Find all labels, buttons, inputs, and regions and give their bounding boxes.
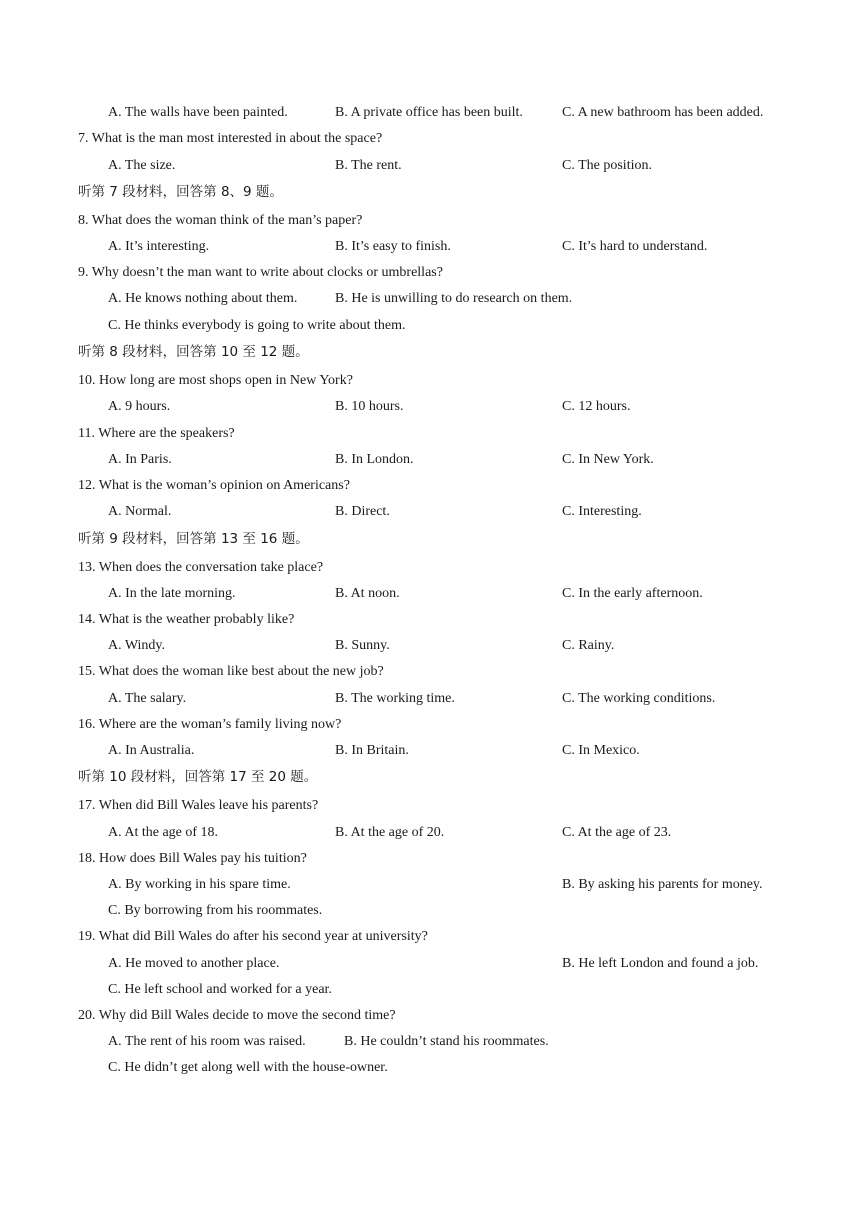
q17-option-a: A. At the age of 18. — [108, 825, 219, 840]
q10-option-c: C. 12 hours. — [562, 399, 631, 414]
section-heading-7: 听第 7 段材料，回答第 8、9 题。 — [78, 184, 283, 200]
q17-option-b: B. At the age of 20. — [335, 825, 445, 840]
q8-option-b: B. It’s easy to finish. — [335, 239, 451, 254]
q12-option-a: A. Normal. — [108, 504, 172, 519]
q8-option-a: A. It’s interesting. — [108, 239, 210, 254]
q16-option-c: C. In Mexico. — [562, 743, 640, 758]
q6-option-c: C. A new bathroom has been added. — [562, 105, 764, 120]
q15-option-a: A. The salary. — [108, 691, 187, 706]
question-17: 17. When did Bill Wales leave his parents? — [78, 798, 319, 813]
q10-option-a: A. 9 hours. — [108, 399, 171, 414]
q10-option-b: B. 10 hours. — [335, 399, 404, 414]
q19-option-b: B. He left London and found a job. — [562, 956, 759, 971]
q15-option-c: C. The working conditions. — [562, 691, 716, 706]
question-8: 8. What does the woman think of the man’s paper? — [78, 213, 363, 228]
question-13: 13. When does the conversation take place? — [78, 560, 324, 575]
question-9: 9. Why doesn’t the man want to write about clocks or umbrellas? — [78, 265, 443, 280]
q9-option-c: C. He thinks everybody is going to write about them. — [108, 318, 406, 333]
q19-option-c: C. He left school and worked for a year. — [108, 982, 332, 997]
q7-option-a: A. The size. — [108, 158, 176, 173]
question-19: 19. What did Bill Wales do after his second year at university? — [78, 929, 428, 944]
q11-option-b: B. In London. — [335, 452, 414, 467]
question-7: 7. What is the man most interested in about the space? — [78, 131, 383, 146]
q6-option-b: B. A private office has been built. — [335, 105, 523, 120]
section-heading-10: 听第 10 段材料，回答第 17 至 20 题。 — [78, 769, 318, 785]
q17-option-c: C. At the age of 23. — [562, 825, 672, 840]
q18-option-c: C. By borrowing from his roommates. — [108, 903, 323, 918]
question-11: 11. Where are the speakers? — [78, 426, 235, 441]
question-20: 20. Why did Bill Wales decide to move the second time? — [78, 1008, 396, 1023]
q20-option-c: C. He didn’t get along well with the house-owner. — [108, 1060, 388, 1075]
q12-option-c: C. Interesting. — [562, 504, 642, 519]
section-heading-9: 听第 9 段材料，回答第 13 至 16 题。 — [78, 531, 309, 547]
q11-option-c: C. In New York. — [562, 452, 654, 467]
q19-option-a: A. He moved to another place. — [108, 956, 280, 971]
question-12: 12. What is the woman’s opinion on Americans? — [78, 478, 350, 493]
q9-option-a: A. He knows nothing about them. — [108, 291, 298, 306]
q13-option-c: C. In the early afternoon. — [562, 586, 703, 601]
q13-option-a: A. In the late morning. — [108, 586, 236, 601]
question-18: 18. How does Bill Wales pay his tuition? — [78, 851, 307, 866]
question-16: 16. Where are the woman’s family living now? — [78, 717, 342, 732]
q7-option-c: C. The position. — [562, 158, 652, 173]
q16-option-b: B. In Britain. — [335, 743, 409, 758]
q8-option-c: C. It’s hard to understand. — [562, 239, 708, 254]
q7-option-b: B. The rent. — [335, 158, 402, 173]
q20-option-a: A. The rent of his room was raised. — [108, 1034, 306, 1049]
q16-option-a: A. In Australia. — [108, 743, 195, 758]
q13-option-b: B. At noon. — [335, 586, 400, 601]
q18-option-b: B. By asking his parents for money. — [562, 877, 763, 892]
q6-option-a: A. The walls have been painted. — [108, 105, 288, 120]
q9-option-b: B. He is unwilling to do research on them. — [335, 291, 573, 306]
q14-option-a: A. Windy. — [108, 638, 165, 653]
q14-option-b: B. Sunny. — [335, 638, 390, 653]
question-10: 10. How long are most shops open in New York? — [78, 373, 353, 388]
question-14: 14. What is the weather probably like? — [78, 612, 295, 627]
section-heading-8: 听第 8 段材料，回答第 10 至 12 题。 — [78, 344, 309, 360]
q11-option-a: A. In Paris. — [108, 452, 172, 467]
q12-option-b: B. Direct. — [335, 504, 390, 519]
q15-option-b: B. The working time. — [335, 691, 455, 706]
q18-option-a: A. By working in his spare time. — [108, 877, 291, 892]
q20-option-b: B. He couldn’t stand his roommates. — [344, 1034, 549, 1049]
question-15: 15. What does the woman like best about the new job? — [78, 664, 384, 679]
q14-option-c: C. Rainy. — [562, 638, 615, 653]
